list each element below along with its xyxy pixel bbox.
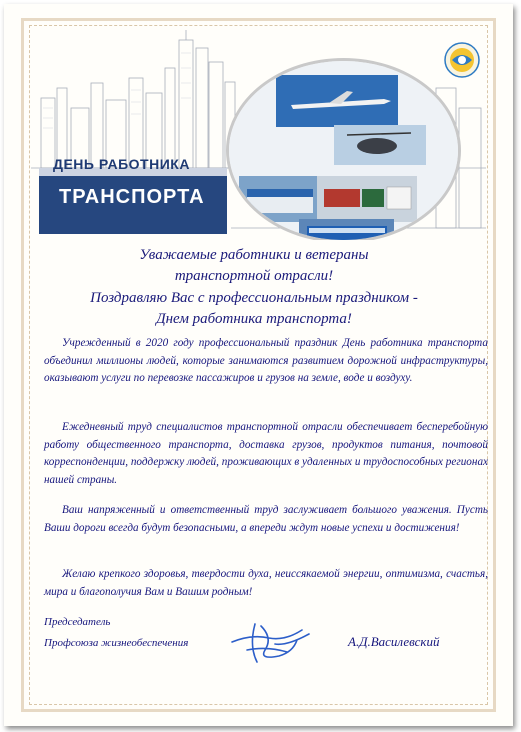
paragraph-4: Желаю крепкого здоровья, твердости духа, неиссякаемой энергии, оптимизма, счастья, мира и благополучия Вам и Вашим родным! (44, 568, 488, 598)
handwritten-signature (227, 616, 317, 668)
banner-title-line1: ДЕНЬ РАБОТНИКА (53, 156, 190, 172)
letter-sheet (4, 4, 513, 726)
greeting-line4: Днем работника транспорта! (156, 311, 352, 327)
paragraph-2: Ежедневный труд специалистов транспортной отрасли обеспечивает бесперебойную работу общественного транспорта, доставка грузов, продуктов питания, почтовой корреспонденции, поддержку людей, проживающих в удаленных и трудоспособных регионах нашей страны. (44, 421, 488, 486)
transport-photos (229, 61, 461, 240)
holiday-banner (31, 28, 486, 240)
signatory-organization: Профсоюза жизнеобеспечения (44, 637, 189, 649)
union-logo-icon (444, 42, 480, 78)
transport-collage (226, 58, 461, 240)
signatory-title: Председатель (44, 616, 111, 628)
signatory-name: А.Д.Василевский (348, 634, 440, 649)
greeting-line3: Поздравляю Вас с профессиональным праздником - (90, 290, 418, 306)
paragraph-3: Ваш напряженный и ответственный труд заслуживает большого уважения. Пусть Ваши дороги всегда будут безопасными, а впереди ждут новые успехи и достижения! (44, 504, 488, 534)
banner-title-line2: ТРАНСПОРТА (59, 186, 205, 208)
greeting-line2: транспортной отрасли! (174, 268, 334, 284)
paragraph-1: Учрежденный в 2020 году профессиональный праздник День работника транспорта объединил миллионы людей, которые занимаются развитием дорожной инфраструктуры, оказывают услуги по перевозке пассажиров и грузов на земле, воде и воздуху. (44, 337, 488, 385)
greeting-line1: Уважаемые работники и ветераны (139, 247, 369, 263)
